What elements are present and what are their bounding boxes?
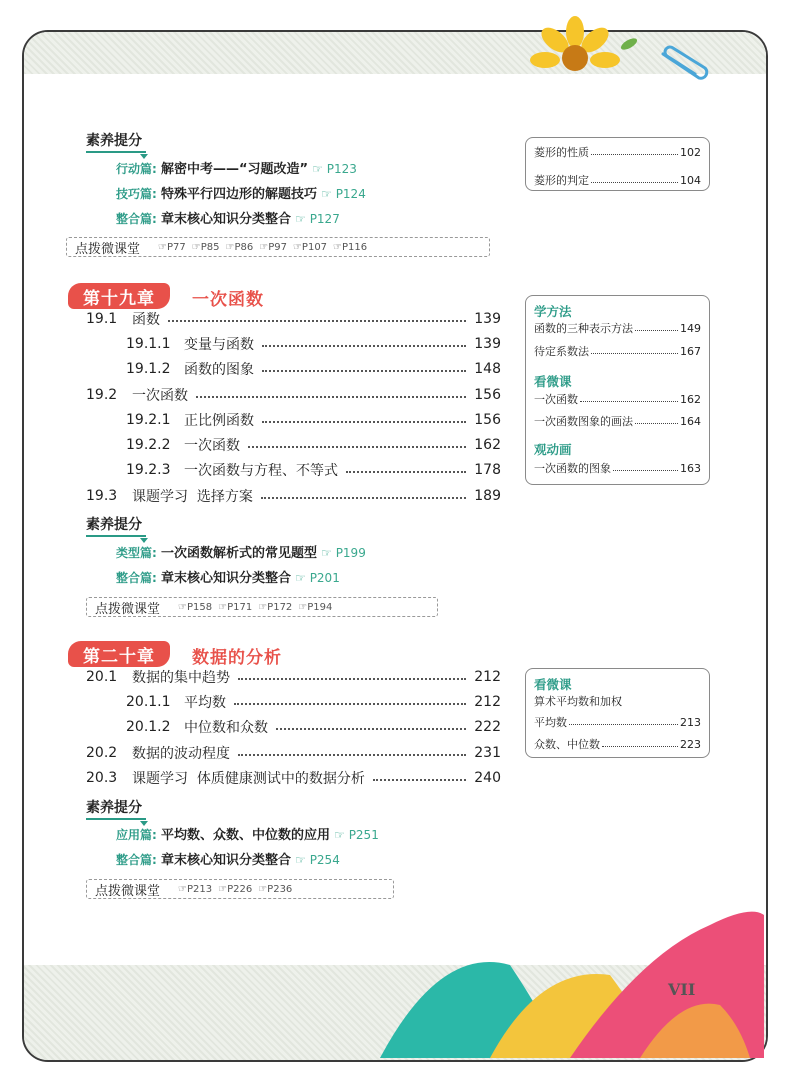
dianbo-ref[interactable]: ☞P194: [298, 601, 333, 613]
toc-row[interactable]: 20.1.1 平均数 212: [126, 694, 501, 711]
toc-row[interactable]: 19.1.2 函数的图象 148: [126, 361, 501, 378]
side-item[interactable]: 菱形的判定 104: [534, 173, 701, 187]
dianbo-ref[interactable]: ☞P172: [258, 601, 293, 613]
page-number: VII: [668, 980, 696, 999]
toc-row[interactable]: 19.2 一次函数 156: [86, 387, 501, 404]
toc-row[interactable]: 20.1 数据的集中趋势 212: [86, 669, 501, 686]
dianbo-ref[interactable]: ☞P97: [259, 241, 287, 253]
side-heading: 看微课: [534, 374, 572, 389]
toc-row[interactable]: 19.1 函数 139: [86, 311, 501, 328]
paperclip-icon: [655, 44, 711, 88]
sub-key: 应用篇:: [116, 828, 157, 842]
dianbo-ref[interactable]: ☞P236: [258, 883, 293, 895]
sub-page: P127: [309, 212, 340, 226]
sub-item[interactable]: 类型篇: 一次函数解析式的常见题型 ☞ P199: [116, 546, 366, 561]
sub-title: 平均数、众数、中位数的应用: [160, 828, 330, 843]
dianbo-ref[interactable]: ☞P77: [158, 241, 186, 253]
side-item[interactable]: 菱形的性质 102: [534, 145, 701, 159]
chapter-title-19: 一次函数: [192, 290, 264, 310]
dianbo-ref[interactable]: ☞P116: [333, 241, 368, 253]
sub-title: 解密中考——“习题改造”: [160, 162, 309, 177]
dianbo-ref[interactable]: ☞P85: [191, 241, 220, 253]
sub-title: 一次函数解析式的常见题型: [160, 546, 317, 561]
sub-page: P199: [335, 546, 366, 560]
chapter-badge-19: 第十九章: [68, 283, 170, 309]
side-item[interactable]: 一次函数 162: [534, 392, 701, 406]
dianbo-label: 点拨微课堂: [95, 883, 161, 899]
side-box-18: [525, 137, 710, 191]
dianbo-label: 点拨微课堂: [75, 241, 141, 257]
sub-page: P123: [326, 162, 357, 176]
side-item[interactable]: 平均数 213: [534, 715, 701, 729]
side-heading: 学方法: [534, 304, 572, 319]
toc-row[interactable]: 19.2.1 正比例函数 156: [126, 412, 501, 429]
dianbo-ref[interactable]: ☞P171: [218, 601, 253, 613]
sub-title: 章末核心知识分类整合: [160, 571, 291, 586]
dianbo-ref[interactable]: ☞P107: [292, 241, 328, 253]
sub-key: 整合篇:: [116, 853, 157, 867]
suyang-heading-19: 素养提分: [86, 514, 142, 534]
sub-item[interactable]: 技巧篇: 特殊平行四边形的解题技巧 ☞ P124: [116, 187, 366, 202]
side-item[interactable]: 众数、中位数 223: [534, 737, 701, 751]
side-box-19: [525, 295, 710, 485]
chapter-badge-20: 第二十章: [68, 641, 170, 667]
dianbo-ref[interactable]: ☞P226: [218, 883, 253, 895]
toc-row[interactable]: 20.2 数据的波动程度 231: [86, 745, 501, 762]
side-item[interactable]: 函数的三种表示方法 149: [534, 321, 701, 335]
sub-item[interactable]: 行动篇: 解密中考——“习题改造” ☞ P123: [116, 162, 357, 177]
side-item[interactable]: 一次函数的图象 163: [534, 461, 701, 475]
sub-page: P201: [309, 571, 340, 585]
sub-key: 整合篇:: [116, 571, 157, 585]
sub-page: P254: [309, 853, 340, 867]
sub-title: 章末核心知识分类整合: [160, 212, 291, 227]
sub-title: 章末核心知识分类整合: [160, 853, 291, 868]
toc-row[interactable]: 20.3 课题学习 体质健康测试中的数据分析 240: [86, 770, 501, 787]
side-item[interactable]: 一次函数图象的画法 164: [534, 414, 701, 428]
side-item[interactable]: 待定系数法 167: [534, 344, 701, 358]
flower-decor-icon: [505, 14, 645, 76]
sub-key: 技巧篇:: [116, 187, 157, 201]
side-heading: 观动画: [534, 442, 572, 457]
sub-item[interactable]: 整合篇: 章末核心知识分类整合 ☞ P127: [116, 212, 340, 227]
toc-row[interactable]: 19.2.2 一次函数 162: [126, 437, 501, 454]
sub-page: P124: [335, 187, 366, 201]
toc-row[interactable]: 20.1.2 中位数和众数 222: [126, 719, 501, 736]
suyang-heading-18: 素养提分: [86, 130, 142, 150]
sub-title: 特殊平行四边形的解题技巧: [160, 187, 317, 202]
sub-key: 类型篇:: [116, 546, 157, 560]
dianbo-bar-19: [86, 597, 438, 617]
dianbo-bar-18: [66, 237, 490, 257]
dianbo-label: 点拨微课堂: [95, 601, 161, 617]
toc-row[interactable]: 19.2.3 一次函数与方程、不等式 178: [126, 462, 501, 479]
dianbo-ref[interactable]: ☞P213: [178, 883, 213, 895]
sub-item[interactable]: 整合篇: 章末核心知识分类整合 ☞ P201: [116, 571, 340, 586]
chapter-title-20: 数据的分析: [192, 648, 282, 668]
suyang-heading-20: 素养提分: [86, 797, 142, 817]
toc-row[interactable]: 19.1.1 变量与函数 139: [126, 336, 501, 353]
dianbo-ref[interactable]: ☞P158: [178, 601, 213, 613]
side-box-20: [525, 668, 710, 758]
side-heading: 看微课: [534, 677, 572, 692]
sub-page: P251: [348, 828, 379, 842]
sub-item[interactable]: 整合篇: 章末核心知识分类整合 ☞ P254: [116, 853, 340, 868]
sub-item[interactable]: 应用篇: 平均数、众数、中位数的应用 ☞ P251: [116, 828, 379, 843]
dianbo-ref[interactable]: ☞P86: [225, 241, 254, 253]
toc-row[interactable]: 19.3 课题学习 选择方案 189: [86, 488, 501, 505]
dianbo-bar-20: [86, 879, 394, 899]
mountains-decor-icon: [340, 905, 764, 1058]
side-subtitle: 算术平均数和加权: [534, 695, 622, 708]
sub-key: 整合篇:: [116, 212, 157, 226]
sub-key: 行动篇:: [116, 162, 157, 176]
